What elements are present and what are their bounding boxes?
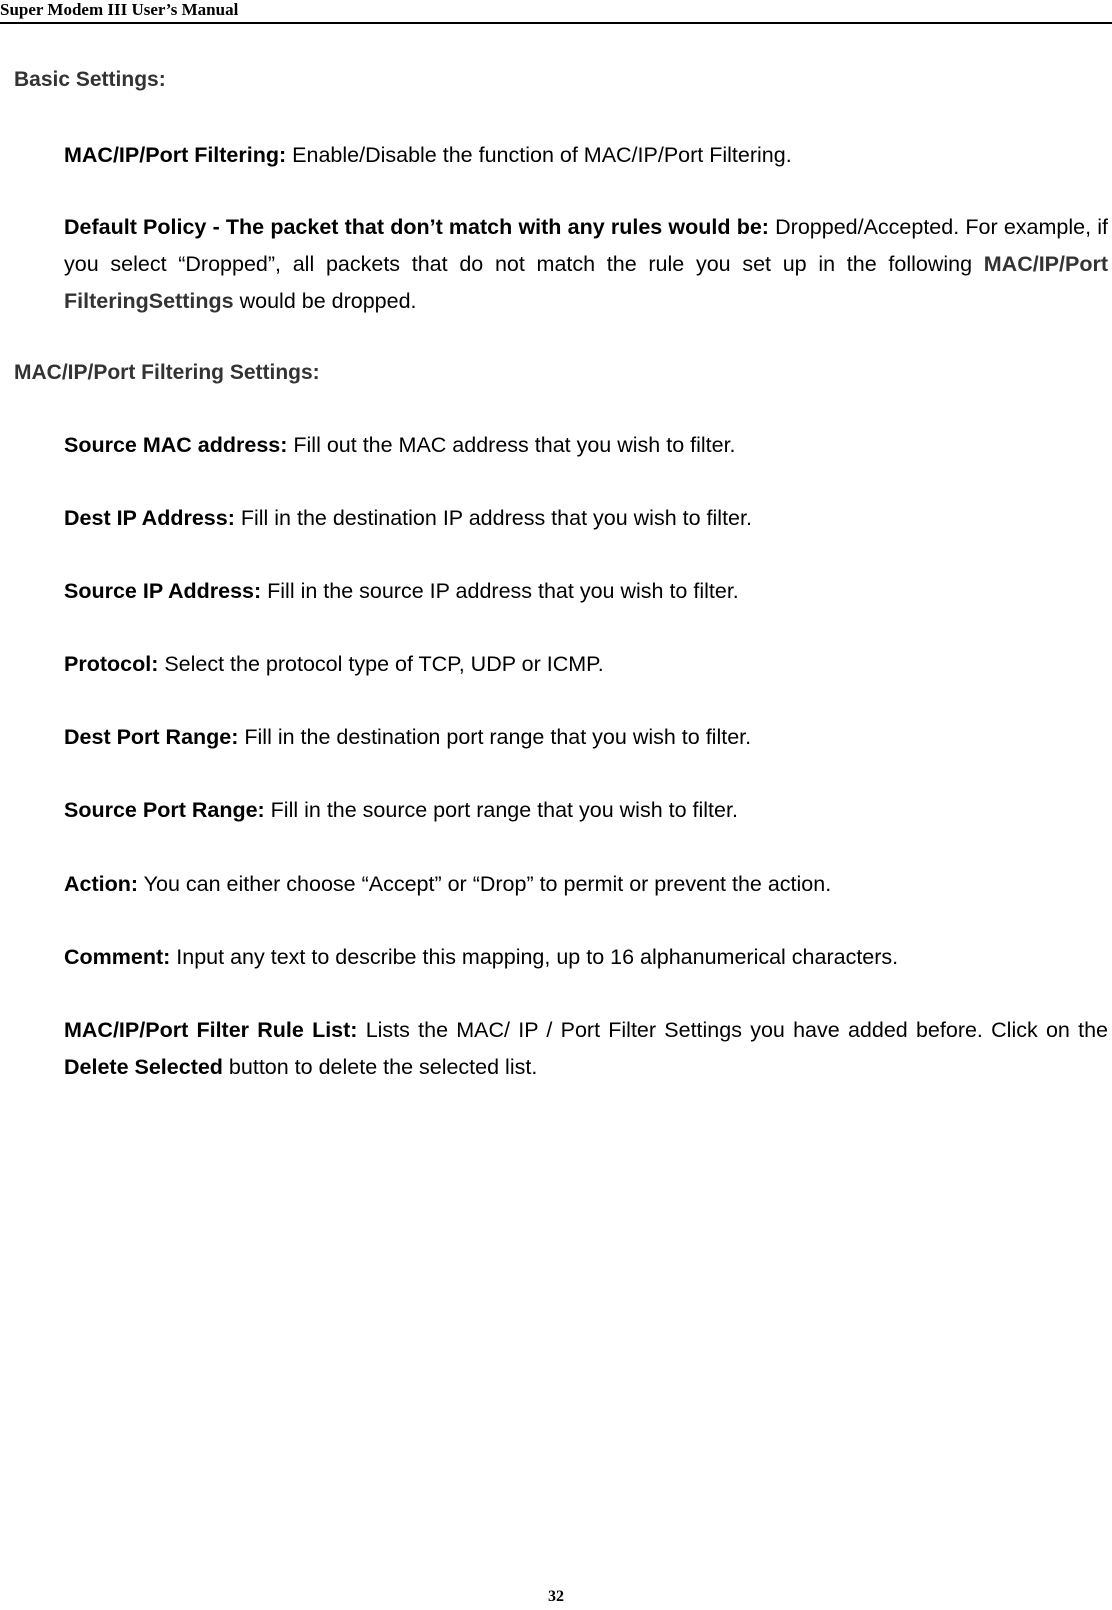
item-description: Lists the MAC/ IP / Port Filter Settings you have added before. Click on the	[357, 1018, 1108, 1042]
item-dest-port-range	[64, 719, 1108, 756]
item-protocol	[64, 646, 1108, 683]
page-header	[0, 0, 1112, 24]
item-description: Dropped/Accepted. For example, if you select “Dropped”, all packets that do not match the rule you set up in the following	[64, 215, 1108, 276]
item-source-ip-address	[64, 573, 1108, 610]
item-term: Default Policy - The packet that don’t match with any rules would be:	[64, 215, 769, 239]
item-term: Action:	[64, 872, 139, 896]
item-term: Protocol:	[64, 652, 159, 676]
item-term: MAC/IP/Port Filter Rule List:	[64, 1018, 358, 1042]
section-heading-basic-settings: Basic Settings:	[14, 68, 166, 91]
item-description: Fill in the source IP address that you wish to filter.	[261, 579, 739, 603]
item-description: Enable/Disable the function of MAC/IP/Port Filtering.	[286, 143, 792, 167]
item-comment	[64, 939, 1108, 976]
item-description: Fill in the source port range that you wish to filter.	[264, 798, 738, 822]
item-action	[64, 866, 1108, 903]
item-source-port-range	[64, 792, 1108, 829]
item-term: Source IP Address:	[64, 579, 262, 603]
item-term: Dest IP Address:	[64, 506, 235, 530]
item-description: Fill in the destination IP address that you wish to filter.	[234, 506, 752, 530]
item-term: Comment:	[64, 945, 171, 969]
item-source-mac-address	[64, 427, 1108, 464]
item-default-policy	[64, 209, 1108, 320]
manual-title: Super Modem III User’s Manual	[0, 0, 239, 19]
item-description: Input any text to describe this mapping, up to 16 alphanumerical characters.	[170, 945, 899, 969]
item-description: Fill out the MAC address that you wish to filter.	[287, 433, 736, 457]
item-description: Select the protocol type of TCP, UDP or ICMP.	[158, 652, 604, 676]
item-description-end: would be dropped.	[233, 289, 417, 313]
item-description-end: button to delete the selected list.	[222, 1055, 538, 1079]
item-mac-ip-port-filtering	[64, 137, 1108, 174]
item-filter-rule-list	[64, 1012, 1108, 1086]
item-term: Source Port Range:	[64, 798, 265, 822]
item-term: Dest Port Range:	[64, 725, 239, 749]
settings-reference: MAC/IP/Port FilteringSettings	[64, 252, 1108, 313]
item-dest-ip-address	[64, 500, 1108, 537]
item-term: MAC/IP/Port Filtering:	[64, 143, 287, 167]
delete-selected-reference: Delete Selected	[64, 1055, 223, 1079]
page-number: 32	[548, 1588, 564, 1605]
item-description: You can either choose “Accept” or “Drop” to permit or prevent the action.	[138, 872, 832, 896]
section-heading-filtering-settings: MAC/IP/Port Filtering Settings:	[14, 361, 320, 384]
item-description: Fill in the destination port range that you wish to filter.	[238, 725, 752, 749]
item-term: Source MAC address:	[64, 433, 288, 457]
